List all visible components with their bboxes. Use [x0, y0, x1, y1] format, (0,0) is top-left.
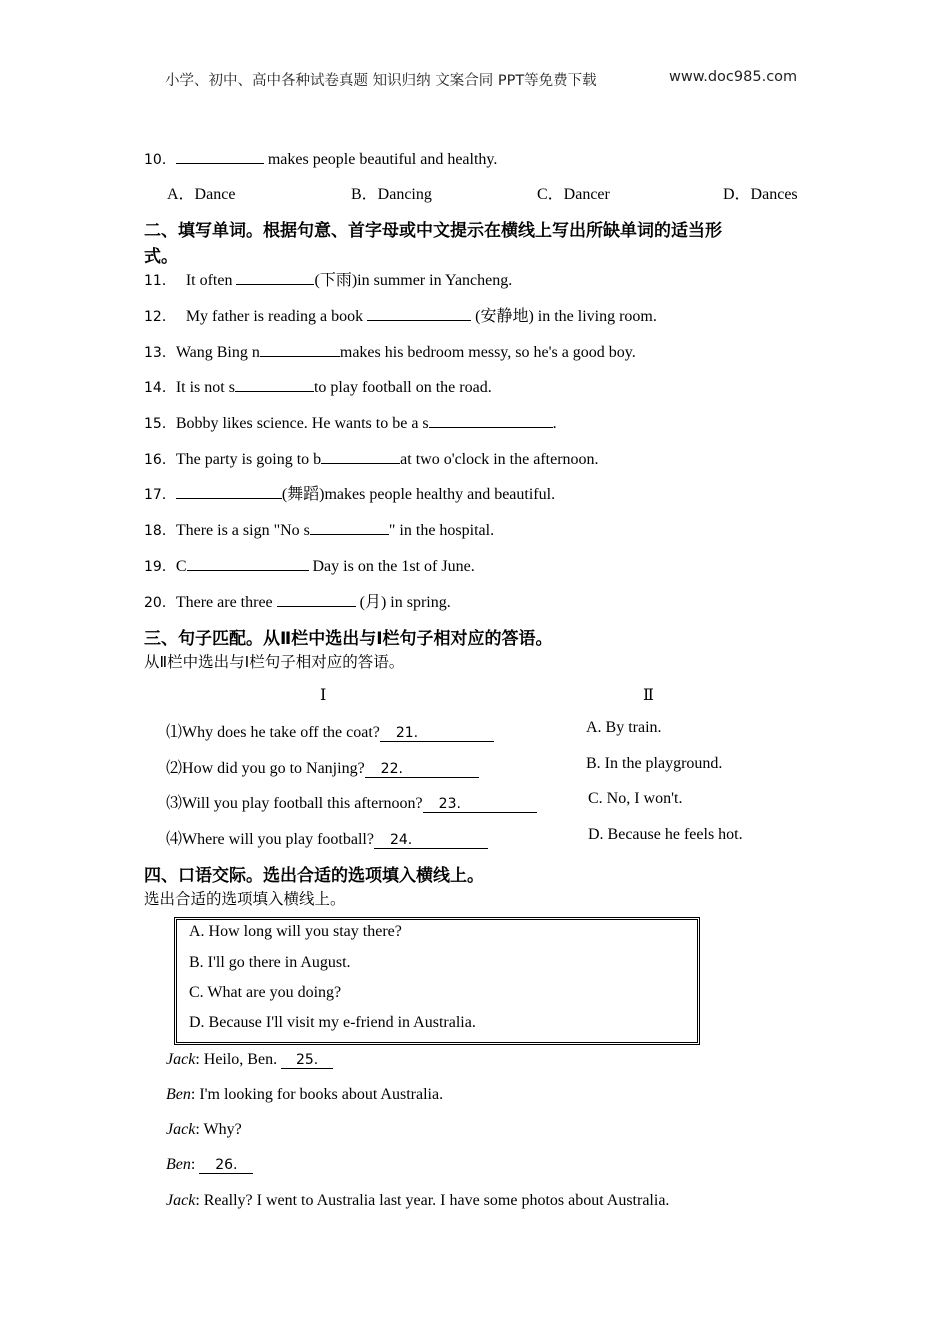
question-13 — [144, 339, 636, 362]
question-19 — [144, 553, 475, 576]
answer-blank[interactable] — [176, 481, 282, 499]
question-14 — [144, 374, 492, 397]
dialogue-line-2 — [166, 1086, 443, 1104]
question-17 — [144, 481, 555, 504]
question-number: 10． — [144, 152, 176, 168]
question-number: 12． — [144, 309, 176, 325]
question-15 — [144, 410, 557, 433]
answer-blank[interactable] — [277, 589, 356, 607]
question-20 — [144, 589, 451, 612]
dialogue-line-5 — [166, 1192, 669, 1210]
question-text-pre: My father is reading a book — [185, 308, 368, 325]
answer-blank[interactable]: 23. — [423, 795, 537, 813]
dialogue-text: : Why? — [195, 1121, 242, 1138]
answer-blank[interactable]: 24. — [374, 831, 488, 849]
question-text-pre: There are three — [175, 594, 277, 611]
question-12 — [144, 303, 657, 326]
dialogue-text: : Really? I went to Australia last year. I have some photos about Australia. — [195, 1192, 670, 1209]
match-right-item-c: C. No, I won't. — [588, 790, 683, 807]
question-text-post: (安静地) in the living room. — [471, 308, 657, 325]
options-box — [174, 917, 700, 1045]
dialogue-line-3 — [166, 1121, 242, 1139]
speaker-name: Ben — [166, 1086, 191, 1103]
item-text: Why does he take off the coat? — [182, 724, 380, 741]
section-2-title-cont: 式。 — [144, 247, 178, 267]
answer-blank[interactable] — [260, 339, 340, 357]
match-left-item-4 — [166, 826, 488, 849]
option-d: D. Because I'll visit my e-friend in Australia. — [189, 1014, 476, 1031]
speaker-name: Jack — [166, 1121, 196, 1138]
item-marker: ⑵ — [166, 760, 183, 777]
item-marker: ⑶ — [166, 795, 183, 812]
section-3-title: 三、句子匹配。从Ⅱ栏中选出与Ⅰ栏句子相对应的答语。 — [144, 629, 553, 649]
question-text-pre: Bobby likes science. He wants to be a s — [175, 415, 429, 432]
match-right-item-d: D. Because he feels hot. — [588, 826, 743, 843]
header-url: www.doc985.com — [669, 69, 798, 85]
dialogue-line-1 — [166, 1051, 333, 1069]
answer-blank[interactable]: 25. — [281, 1051, 333, 1069]
answer-blank[interactable] — [236, 267, 314, 285]
question-text-pre: The party is going to b — [175, 451, 322, 468]
q10-option-c[interactable]: C．Dancer — [537, 186, 610, 203]
option-a: A. How long will you stay there? — [189, 923, 402, 940]
item-marker: ⑴ — [166, 724, 183, 741]
question-number: 19． — [144, 559, 176, 575]
answer-blank[interactable] — [235, 374, 314, 392]
header-left: 小学、初中、高中各种试卷真题 知识归纳 文案合同 PPT等免费下载 — [165, 73, 597, 89]
answer-blank[interactable] — [176, 146, 264, 164]
option-c: C. What are you doing? — [189, 984, 342, 1001]
item-marker: ⑷ — [166, 831, 183, 848]
q10-option-b[interactable]: B．Dancing — [351, 186, 432, 203]
question-number: 11． — [144, 273, 176, 289]
column-2-header: Ⅱ — [643, 687, 654, 704]
section-4-title: 四、口语交际。选出合适的选项填入横线上。 — [144, 866, 484, 886]
question-text-pre: It is not s — [175, 379, 235, 396]
dialogue-text: : Heilo, Ben. — [195, 1051, 282, 1068]
speaker-name: Ben — [166, 1156, 191, 1173]
question-text-post: (月) in spring. — [355, 594, 451, 611]
question-number: 18． — [144, 523, 176, 539]
section-2-title: 二、填写单词。根据句意、首字母或中文提示在横线上写出所缺单词的适当形 — [144, 221, 722, 241]
question-text-pre: C — [175, 558, 187, 575]
question-text-post: Day is on the 1st of June. — [308, 558, 475, 575]
match-right-item-b: B. In the playground. — [586, 755, 723, 772]
section-4-instruction: 选出合适的选项填入横线上。 — [144, 890, 346, 908]
answer-blank[interactable]: 22. — [365, 760, 479, 778]
answer-blank[interactable] — [187, 553, 309, 571]
item-text: How did you go to Nanjing? — [182, 760, 365, 777]
question-text-pre: There is a sign "No s — [175, 522, 310, 539]
match-left-item-2 — [166, 755, 479, 778]
question-number: 14． — [144, 380, 176, 396]
question-number: 20． — [144, 595, 176, 611]
question-text-post: at two o'clock in the afternoon. — [400, 451, 599, 468]
question-number: 13． — [144, 345, 176, 361]
answer-blank[interactable] — [310, 517, 389, 535]
question-text-post: makes his bedroom messy, so he's a good boy. — [339, 344, 636, 361]
speaker-name: Jack — [166, 1051, 196, 1068]
q10-option-a[interactable]: A．Dance — [167, 186, 236, 203]
dialogue-text: : — [190, 1156, 200, 1173]
question-18 — [144, 517, 494, 540]
question-text: makes people beautiful and healthy. — [267, 151, 498, 168]
question-number: 15． — [144, 416, 176, 432]
question-text-post: (下雨)in summer in Yancheng. — [314, 272, 513, 289]
item-text: Will you play football this afternoon? — [182, 795, 423, 812]
section-3-instruction: 从Ⅱ栏中选出与Ⅰ栏句子相对应的答语。 — [144, 653, 405, 671]
dialogue-line-4 — [166, 1156, 253, 1174]
speaker-name: Jack — [166, 1192, 196, 1209]
question-text-pre: Wang Bing n — [175, 344, 260, 361]
question-text-post: . — [552, 415, 557, 432]
column-1-header: Ⅰ — [320, 687, 327, 704]
question-number: 17． — [144, 487, 176, 503]
question-text-post: (舞蹈)makes people healthy and beautiful. — [281, 486, 556, 503]
q10-option-d[interactable]: D．Dances — [723, 186, 798, 203]
question-number: 16． — [144, 452, 176, 468]
question-11 — [144, 267, 512, 290]
question-10 — [144, 146, 497, 169]
question-text-post: " in the hospital. — [388, 522, 495, 539]
answer-blank[interactable] — [429, 410, 553, 428]
answer-blank[interactable] — [321, 446, 400, 464]
question-16 — [144, 446, 599, 469]
item-text: Where will you play football? — [182, 831, 374, 848]
answer-blank[interactable] — [367, 303, 471, 321]
question-text-pre: It often — [185, 272, 237, 289]
match-left-item-1 — [166, 719, 494, 742]
match-right-item-a: A. By train. — [586, 719, 662, 736]
option-b: B. I'll go there in August. — [189, 954, 351, 971]
question-text-post: to play football on the road. — [313, 379, 492, 396]
answer-blank[interactable]: 21. — [380, 724, 494, 742]
answer-blank[interactable]: 26. — [199, 1156, 253, 1174]
match-left-item-3 — [166, 790, 537, 813]
dialogue-text: : I'm looking for books about Australia. — [190, 1086, 444, 1103]
